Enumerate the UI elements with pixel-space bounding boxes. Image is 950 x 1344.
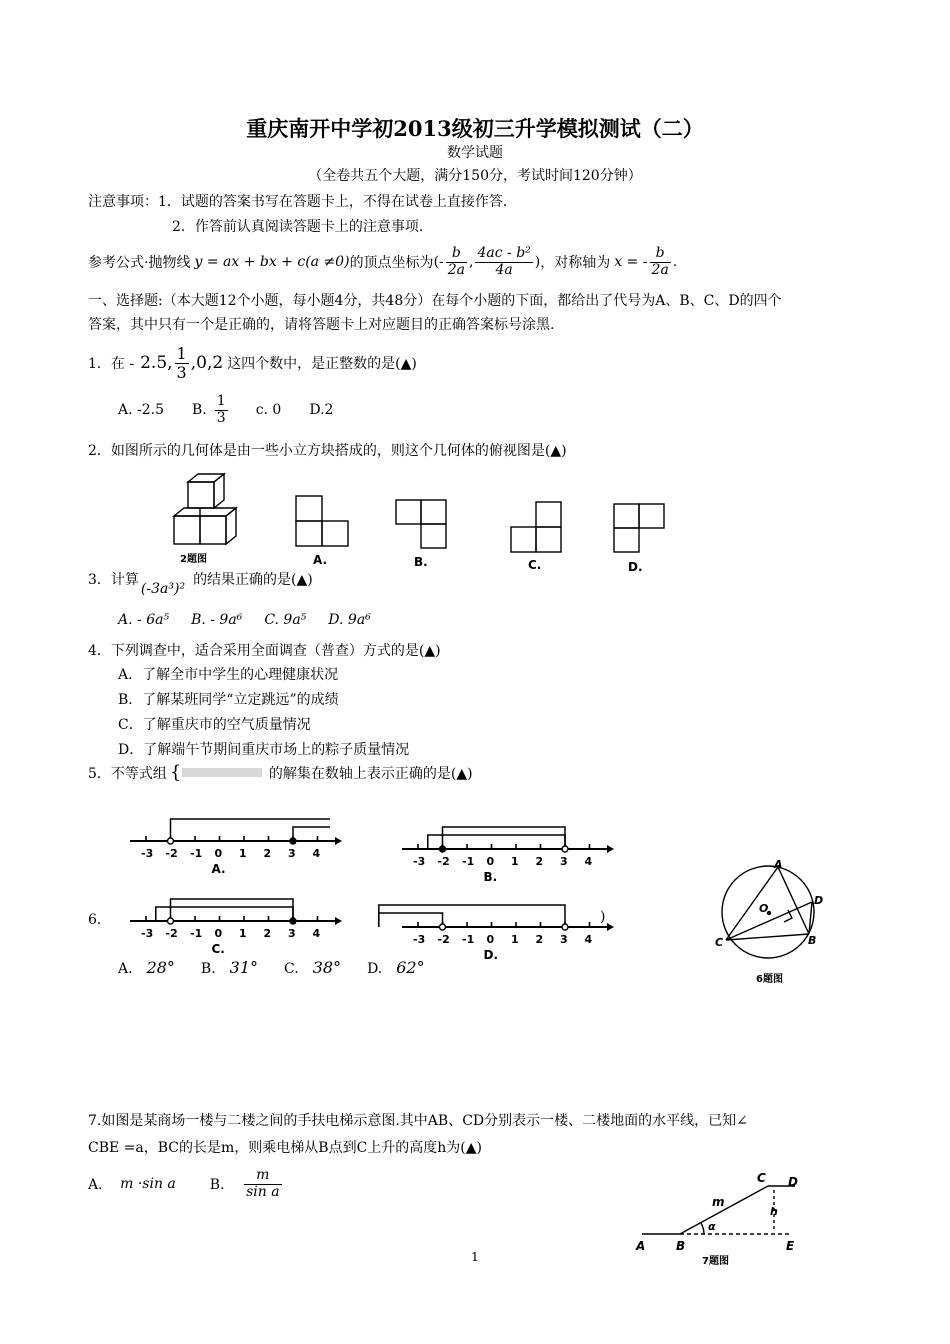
question-7-line-1: 7.如图是某商场一楼与二楼之间的手扶电梯示意图.其中AB、CD分别表示一楼、二楼地面的水平线，已知∠ — [88, 1113, 748, 1129]
q2-option-a-figure[interactable] — [296, 496, 348, 567]
page-title: 重庆南开中学初2013级初三升学模拟测试（二） — [246, 116, 704, 141]
tick-label: 1 — [239, 927, 247, 940]
notice-item-2: 2．作答前认真阅读答题卡上的注意事项． — [172, 219, 433, 235]
section1-line-2: 答案，其中只有一个是正确的，请将答题卡上对应题目的正确答案标号涂黑. — [88, 317, 555, 333]
page-number: 1 — [471, 1250, 479, 1264]
number-line-d[interactable] — [379, 905, 614, 962]
tick-label: -3 — [413, 855, 426, 868]
q3-option-a[interactable]: A. - 6a⁵ — [118, 612, 170, 628]
number-line-a[interactable] — [130, 819, 342, 876]
tick-label: -2 — [165, 847, 178, 860]
tick-label: 4 — [312, 927, 321, 940]
q4-option-a[interactable]: A．了解全市中学生的心理健康状况 — [118, 667, 339, 683]
q2-option-c-figure[interactable] — [511, 502, 561, 572]
subject-title: 数学试题 — [447, 145, 503, 161]
vertex-x-fraction: $\frac{b}{2a}$ — [447, 245, 466, 278]
tick-label: -2 — [437, 855, 450, 868]
q3-expression: (-3a³)² — [140, 581, 186, 597]
q2-option-b-label: B. — [414, 555, 428, 569]
tick-label: 0 — [214, 847, 223, 860]
q7-point-c: C — [757, 1171, 766, 1185]
question-6-close: ) — [600, 909, 606, 925]
tick-label: 3 — [560, 855, 568, 868]
q7-point-b: B — [676, 1239, 686, 1253]
q6-point-o: O — [759, 902, 769, 915]
q1-option-c[interactable]: c. 0 — [255, 402, 282, 418]
formula-vertex-text: 的顶点坐标为 — [349, 255, 434, 271]
tick-label: -3 — [141, 847, 154, 860]
q7-point-e: E — [786, 1239, 795, 1253]
q7-label-alpha: α — [708, 1220, 716, 1233]
number-line-label: C. — [211, 942, 225, 956]
q6-point-a: A — [774, 858, 783, 871]
tick-label: -1 — [190, 927, 203, 940]
q1-option-b[interactable]: B. — [192, 402, 207, 418]
q6-point-d: D — [814, 894, 824, 907]
question-7-line-2: CBE =a，BC的长是m，则乘电梯从B点到C上升的高度h为(▲) — [88, 1140, 482, 1156]
tick-label: 4 — [584, 855, 593, 868]
section1-line-1: 一、选择题:（本大题12个小题，每小题4分，共48分）在每个小题的下面，都给出了代号为A、B、C、D的四个 — [88, 293, 782, 309]
q2-option-b-figure[interactable] — [396, 500, 446, 569]
exam-note: （全卷共五个大题，满分150分，考试时间120分钟） — [308, 168, 642, 184]
tick-label: 0 — [214, 927, 223, 940]
q6-figure-label: 6题图 — [756, 974, 783, 985]
notice-label: 注意事项： — [88, 194, 158, 210]
question-6-options: A. 28° B. 31° C. 38° D. 62° — [118, 958, 425, 977]
formula-equation: y = ax + bx + c(a ≠0) — [194, 254, 350, 270]
q6-option-a[interactable]: 28° — [146, 958, 175, 977]
tick-label: -2 — [165, 927, 178, 940]
tick-label: -3 — [413, 933, 426, 946]
q6-point-c: C — [715, 936, 724, 949]
tick-label: 2 — [535, 933, 544, 946]
q1-option-d[interactable]: D.2 — [309, 402, 334, 418]
q5-inequality-system: { — [170, 764, 266, 782]
tick-label: 3 — [560, 933, 568, 946]
formula-prefix: 参考公式·抛物线 — [88, 255, 191, 271]
notice-item-1: 1．试题的答案书写在答题卡上，不得在试卷上直接作答． — [158, 194, 517, 210]
tick-label: -1 — [190, 847, 203, 860]
q3-option-c[interactable]: C. 9a⁵ — [264, 612, 307, 628]
question-2-stem: 2．如图所示的几何体是由一些小立方块搭成的，则这个几何体的俯视图是(▲) — [88, 443, 567, 459]
q7-label-h: h — [770, 1205, 778, 1218]
number-line-label: A. — [211, 862, 226, 876]
q1-option-b-fraction: $\frac{1}{3}$ — [216, 393, 226, 426]
question-1-options — [118, 388, 333, 432]
tick-label: 0 — [486, 855, 495, 868]
tick-label: 0 — [486, 933, 495, 946]
tick-label: 4 — [312, 847, 321, 860]
tick-label: -1 — [462, 933, 475, 946]
q2-option-a-label: A. — [313, 553, 328, 567]
tick-label: -3 — [141, 927, 154, 940]
q7-option-a[interactable]: m ·sin a — [120, 1176, 176, 1192]
q7-figure-label: 7题图 — [702, 1256, 729, 1267]
number-line-c[interactable] — [130, 899, 342, 956]
q1-option-a[interactable]: A. -2.5 — [118, 402, 165, 418]
q7-label-m: m — [712, 1195, 725, 1209]
q3-option-b[interactable]: B. - 9a⁶ — [191, 612, 243, 628]
q1-fraction: $\frac{1}{3}$ — [176, 343, 187, 382]
question-5-stem: 5．不等式组 { 的解集在数轴上表示正确的是(▲) — [88, 762, 473, 783]
q2-figure-label: 2题图 — [180, 554, 207, 565]
tick-label: -1 — [462, 855, 475, 868]
tick-label: 2 — [263, 847, 272, 860]
tick-label: 3 — [288, 927, 296, 940]
question-3-stem: 3．计算 (-3a³)² 的结果正确的是(▲) — [88, 572, 313, 597]
number-line-label: D. — [483, 948, 499, 962]
notice-line-1 — [88, 191, 517, 211]
tick-label: 2 — [263, 927, 272, 940]
q4-option-c[interactable]: C．了解重庆市的空气质量情况 — [118, 717, 311, 733]
tick-label: 1 — [511, 855, 519, 868]
question-2-figures — [160, 468, 680, 578]
cube-figure — [174, 474, 236, 565]
q6-option-c[interactable]: 38° — [312, 958, 342, 977]
tick-label: -2 — [437, 933, 450, 946]
reference-formula: 参考公式·抛物线 y = ax + bx + c(a ≠0) 的顶点坐标为 (- $\frac{b}{2a}$ , $\frac{\text{4ac - b²}}{4a}$ ) ，对称轴为 x = - $\frac{b}{2a}$ . — [88, 245, 678, 278]
tick-label: 4 — [584, 933, 593, 946]
q3-option-d[interactable]: D. 9a⁶ — [328, 612, 371, 628]
q7-point-a: A — [636, 1239, 646, 1253]
q2-option-d-label: D. — [628, 560, 643, 574]
tick-label: 2 — [535, 855, 544, 868]
q2-option-c-label: C. — [528, 558, 542, 572]
question-1-stem: 1．在 - 2.5, $\frac{1}{3}$ ,0,2 这四个数中，是正整数的是(▲) — [88, 343, 417, 382]
tick-label: 3 — [288, 847, 296, 860]
number-line-label: B. — [483, 870, 498, 884]
q7-option-b[interactable]: $\frac{m}{\text{sin a}}$ — [246, 1167, 280, 1200]
vertex-y-fraction: $\frac{\text{4ac - b²}}{4a}$ — [477, 245, 531, 278]
q7-point-d: D — [788, 1175, 798, 1189]
question-7-options: A． m ·sin a B． $\frac{m}{\text{sin a}}$ — [88, 1167, 280, 1200]
question-6-stem: 6． — [88, 912, 111, 928]
question-4-stem: 4．下列调查中，适合采用全面调查（普查）方式的是(▲) — [88, 643, 441, 659]
tick-label: 1 — [239, 847, 247, 860]
question-6-figure — [712, 852, 832, 992]
q4-option-b[interactable]: B．了解某班同学“立定跳远”的成绩 — [118, 692, 339, 708]
question-3-options — [118, 612, 371, 628]
q6-point-b: B — [808, 934, 817, 947]
q6-option-b[interactable]: 31° — [229, 958, 259, 977]
tick-label: 1 — [511, 933, 519, 946]
q6-option-d[interactable]: 62° — [396, 958, 425, 977]
formula-axis-text: ，对称轴为 — [540, 255, 611, 271]
q2-option-d-figure[interactable] — [614, 504, 664, 574]
q4-option-d[interactable]: D．了解端午节期间重庆市场上的粽子质量情况 — [118, 742, 410, 758]
number-line-b[interactable] — [402, 827, 614, 884]
axis-fraction: $\frac{b}{2a}$ — [651, 245, 669, 278]
